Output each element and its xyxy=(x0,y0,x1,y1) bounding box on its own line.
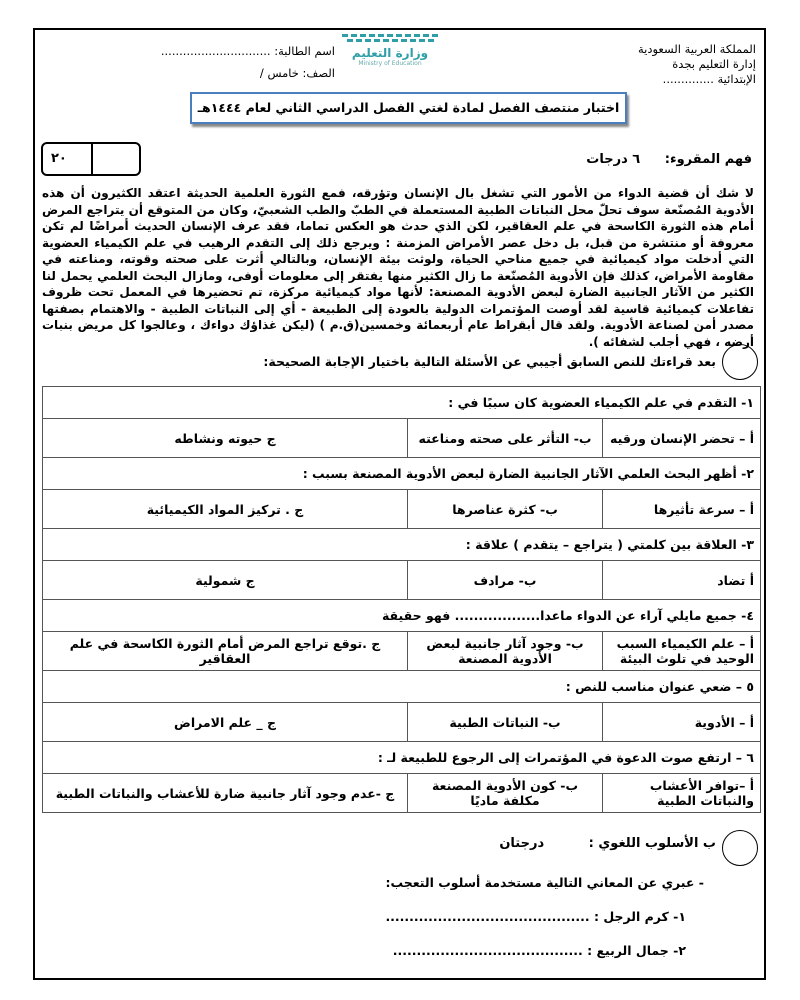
section1-points: ٦ درجات xyxy=(586,152,641,167)
question-text: ١- التقدم في علم الكيمياء العضوية كان سببًا في : xyxy=(43,387,761,419)
section2-heading xyxy=(499,836,716,851)
option-c[interactable]: ج شمولية xyxy=(43,561,408,600)
header-right xyxy=(576,42,756,87)
option-b[interactable]: ب- التأثر على صحته ومناعته xyxy=(408,419,603,458)
option-c[interactable]: ج حيوته ونشاطه xyxy=(43,419,408,458)
task-item-1[interactable]: ١- كرم الرجل : ........................................... xyxy=(385,909,686,924)
options-row xyxy=(43,703,761,742)
section1-heading xyxy=(586,152,752,167)
passage-text: لا شك أن قضية الدواء من الأمور التي تشغل بال الإنسان وتؤرقه، فمع الثورة العلمية الحديثة اعتقد الكثيرون أن هذه الأدوية المُصنّعة سوف تحلّ محل النباتات الطبية المستعملة في الطبّ والطب الشعبيّ، وكان من المتوقع أن يتراجع المرض أمام هذه الثورة الكاسحة في علم العقاقير، لكن الذي حدث هو العكس تماما، فقد عرف الإنسان الحديث أمراضًا لم تكن معروفة أو منتشرة من قبل، بل دخل عصر الأمراض المزمنة : ويرجع ذلك إلى التقدم الرهيب في علم الكيمياء العضوية التي أدخلت مواد كيميائية في جميع مناحي الحياة، ولوثت بيئة الإنسان، وبالتالي أثرت على صحته وقوته، ومناعته في مقاومة الأمراض، كذلك فإن الأدوية المُصنّعة ما زال الكثير منها يفتقر إلى معلومات أوفى، ومازال البحث العلمي يحمل لنا الكثير من الآثار الجانبية الضارة لبعض الأدوية المصنعة: لأنها مواد كيميائية مركزة، تم تحضيرها في المعمل تحت ظروف تفاعلات كيميائية قاسية لقد أوصت المؤتمرات الدولية بالعودة إلى الطبيعة - أي إلى النباتات الطبية - والاهتمام بصفتها مصدر أمن لصناعة الأدوية. ولقد قال أبقراط عام أربعمائة وخمسين(ق.م ) (ليكن غذاؤك دواءك ، وعالجوا كل مريض بنبات أرضه ، فهي أجلب لشفائه ). xyxy=(42,186,754,349)
option-a[interactable]: أ –توافر الأعشاب والنباتات الطبية xyxy=(603,774,761,813)
options-row xyxy=(43,561,761,600)
options-row xyxy=(43,774,761,813)
question-text: ٥ – ضعي عنوان مناسب للنص : xyxy=(43,671,761,703)
logo-subtitle: Ministry of Education xyxy=(358,60,422,67)
score-divider xyxy=(91,144,93,174)
question-row xyxy=(43,600,761,632)
question-row xyxy=(43,529,761,561)
grade-field[interactable]: الصف: خامس / xyxy=(259,66,335,80)
reading-passage xyxy=(42,185,754,350)
exam-page xyxy=(33,28,766,980)
admin-label: إدارة التعليم بجدة xyxy=(672,57,756,71)
option-b[interactable]: ب- وجود آثار جانبية لبعض الأدوية المصنعة xyxy=(408,632,603,671)
question-text: ٦ – ارتفع صوت الدعوة في المؤتمرات إلى الرجوع للطبيعة لـ : xyxy=(43,742,761,774)
question-text: ٣- العلاقة بين كلمتي ( يتراجع – يتقدم ) علاقة : xyxy=(43,529,761,561)
option-c[interactable]: ج _ علم الامراض xyxy=(43,703,408,742)
option-b[interactable]: ب- مرادف xyxy=(408,561,603,600)
section2-title: ب الأسلوب اللغوي : xyxy=(588,836,716,851)
school-label: الإبتدائية .............. xyxy=(662,72,756,86)
ministry-logo xyxy=(335,34,445,74)
score-box xyxy=(41,142,141,176)
header-left xyxy=(115,40,335,84)
question-row xyxy=(43,458,761,490)
score-circle-1[interactable] xyxy=(722,344,758,380)
question-row xyxy=(43,671,761,703)
country-label: المملكة العربية السعودية xyxy=(638,42,756,56)
questions-table xyxy=(42,386,761,813)
score-circle-2[interactable] xyxy=(722,830,758,866)
option-a[interactable]: أ – سرعة تأثيرها xyxy=(603,490,761,529)
section2-instruction: - عبري عن المعاني التالية مستخدمة أسلوب التعجب: xyxy=(385,875,704,890)
section2-tasks xyxy=(385,866,704,968)
option-c[interactable]: ج . تركيز المواد الكيميائية xyxy=(43,490,408,529)
task-item-2[interactable]: ٢- جمال الربيع : ........................................ xyxy=(392,943,686,958)
options-row xyxy=(43,490,761,529)
option-b[interactable]: ب- كثرة عناصرها xyxy=(408,490,603,529)
option-b[interactable]: ب- كون الأدوية المصنعة مكلفة ماديًا xyxy=(408,774,603,813)
question-row xyxy=(43,742,761,774)
option-a[interactable]: أ – تحضر الإنسان ورقيه xyxy=(603,419,761,458)
options-row xyxy=(43,419,761,458)
options-row xyxy=(43,632,761,671)
section2-points: درجتان xyxy=(499,836,545,851)
student-name-field[interactable]: اسم الطالبة: .............................. xyxy=(160,44,335,58)
question-row xyxy=(43,387,761,419)
option-a[interactable]: أ – الأدوية xyxy=(603,703,761,742)
option-a[interactable]: أ تضاد xyxy=(603,561,761,600)
question-text: ٤- جميع مايلي آراء عن الدواء ماعدا.................. فهو حقيقة xyxy=(43,600,761,632)
logo-title: وزارة التعليم xyxy=(351,46,429,60)
exam-title: اختبار منتصف الفصل لمادة لغتي الفصل الدراسي الثاني لعام ١٤٤٤هـ xyxy=(190,92,627,124)
option-b[interactable]: ب- النباتات الطبية xyxy=(408,703,603,742)
questions-instruction: بعد قراءتك للنص السابق أجيبي عن الأسئلة التالية باختيار الإجابة الصحيحة: xyxy=(263,354,716,369)
score-total: ٢٠ xyxy=(51,151,67,166)
option-c[interactable]: ج .توقع تراجع المرض أمام الثورة الكاسحة في علم العقاقير xyxy=(43,632,408,671)
section1-title: فهم المقروء: xyxy=(664,152,752,167)
option-c[interactable]: ج -عدم وجود آثار جانبية ضارة للأعشاب والنباتات الطبية xyxy=(43,774,408,813)
option-a[interactable]: أ – علم الكيمياء السبب الوحيد في تلوث البيئة xyxy=(603,632,761,671)
question-text: ٢- أظهر البحث العلمي الآثار الجانبية الضارة لبعض الأدوية المصنعة بسبب : xyxy=(43,458,761,490)
